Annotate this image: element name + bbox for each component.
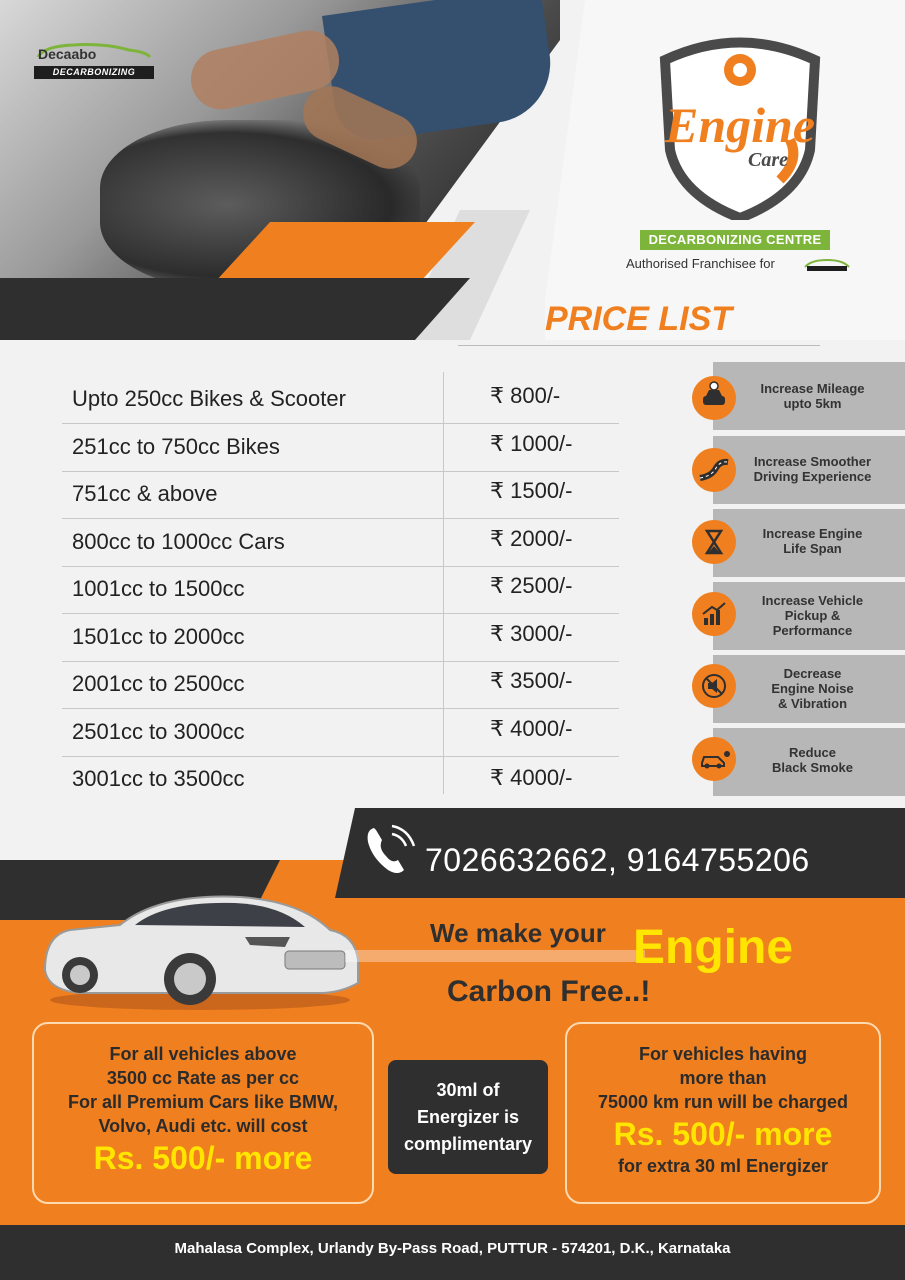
price-row-price: ₹ 3500/- [490, 668, 573, 693]
benefit-text: Increase Smoother Driving Experience [753, 454, 872, 484]
high-mileage-box: For vehicles having more than 75000 km run will be charged Rs. 500/- more for extra 30 ml Energizer [565, 1022, 881, 1204]
logo-name: Decaabo [38, 46, 97, 62]
premium-surcharge: Rs. 500/- more [93, 1140, 313, 1176]
franchise-logo-icon [803, 257, 851, 271]
table-column-divider [443, 372, 444, 794]
car-mileage-icon [692, 376, 736, 420]
centre-label: DECARBONIZING CENTRE [640, 230, 830, 250]
price-row-name: 2501cc to 3000cc [72, 719, 245, 744]
price-row-price: ₹ 3000/- [490, 621, 573, 646]
footer-address: Mahalasa Complex, Urlandy By-Pass Road, PUTTUR - 574201, D.K., Karnataka [0, 1225, 905, 1280]
energizer-box: 30ml of Energizer is complimentary [388, 1060, 548, 1174]
price-row-price: ₹ 800/- [490, 383, 561, 408]
benefit-text: Reduce Black Smoke [772, 745, 853, 775]
price-row-name: 2001cc to 2500cc [72, 671, 245, 696]
row-divider [62, 756, 619, 757]
row-divider [62, 471, 619, 472]
slogan-line-1: We make your [430, 918, 606, 948]
row-divider [62, 613, 619, 614]
price-row-name: 1501cc to 2000cc [72, 624, 245, 649]
mileage-surcharge: Rs. 500/- more [613, 1116, 833, 1152]
price-row-name: 1001cc to 1500cc [72, 576, 245, 601]
title-divider [458, 345, 820, 346]
logo-tagline: DECARBONIZING [34, 66, 154, 79]
price-row-name: 800cc to 1000cc Cars [72, 529, 285, 554]
price-row-price: ₹ 4000/- [490, 716, 573, 741]
car-smoke-icon [692, 737, 736, 781]
hourglass-icon [692, 520, 736, 564]
benefit-text: Increase Mileage upto 5km [760, 381, 865, 411]
slogan-underline [345, 950, 645, 962]
badge-title: Engine [664, 97, 816, 153]
price-row-name: Upto 250cc Bikes & Scooter [72, 386, 346, 411]
growth-chart-icon [692, 592, 736, 636]
row-divider [62, 708, 619, 709]
price-row-price: ₹ 1000/- [490, 431, 573, 456]
row-divider [62, 566, 619, 567]
price-row-price: ₹ 4000/- [490, 765, 573, 790]
energizer-note: for extra 30 ml Energizer [617, 1156, 829, 1176]
benefit-text: Increase Engine Life Span [762, 526, 863, 556]
price-row-name: 751cc & above [72, 481, 218, 506]
silver-car-image [40, 875, 360, 1015]
mute-icon [692, 664, 736, 708]
price-row-price: ₹ 1500/- [490, 478, 573, 503]
slogan-line-2: Carbon Free..! [447, 975, 651, 1008]
row-divider [62, 661, 619, 662]
price-list-title: PRICE LIST [545, 300, 733, 338]
franchise-text: Authorised Franchisee for [626, 256, 775, 271]
engine-care-shield-icon [650, 30, 830, 220]
row-divider [62, 518, 619, 519]
price-row-price: ₹ 2000/- [490, 526, 573, 551]
premium-vehicles-box: For all vehicles above 3500 cc Rate as per cc For all Premium Cars like BMW, Volvo, Audi etc. will cost Rs. 500/- more [32, 1022, 374, 1204]
price-row-price: ₹ 2500/- [490, 573, 573, 598]
slogan-highlight: Engine [633, 921, 794, 974]
price-row-name: 3001cc to 3500cc [72, 766, 245, 791]
benefit-text: Decrease Engine Noise & Vibration [771, 666, 854, 711]
phone-icon [362, 820, 418, 880]
price-row-name: 251cc to 750cc Bikes [72, 434, 280, 459]
badge-subtitle: Care [748, 149, 788, 171]
benefit-text: Increase Vehicle Pickup & Performance [761, 593, 864, 638]
row-divider [62, 423, 619, 424]
contact-phone-numbers[interactable]: 7026632662, 9164755206 [425, 842, 810, 878]
dark-diagonal-band [0, 278, 470, 340]
road-icon [692, 448, 736, 492]
